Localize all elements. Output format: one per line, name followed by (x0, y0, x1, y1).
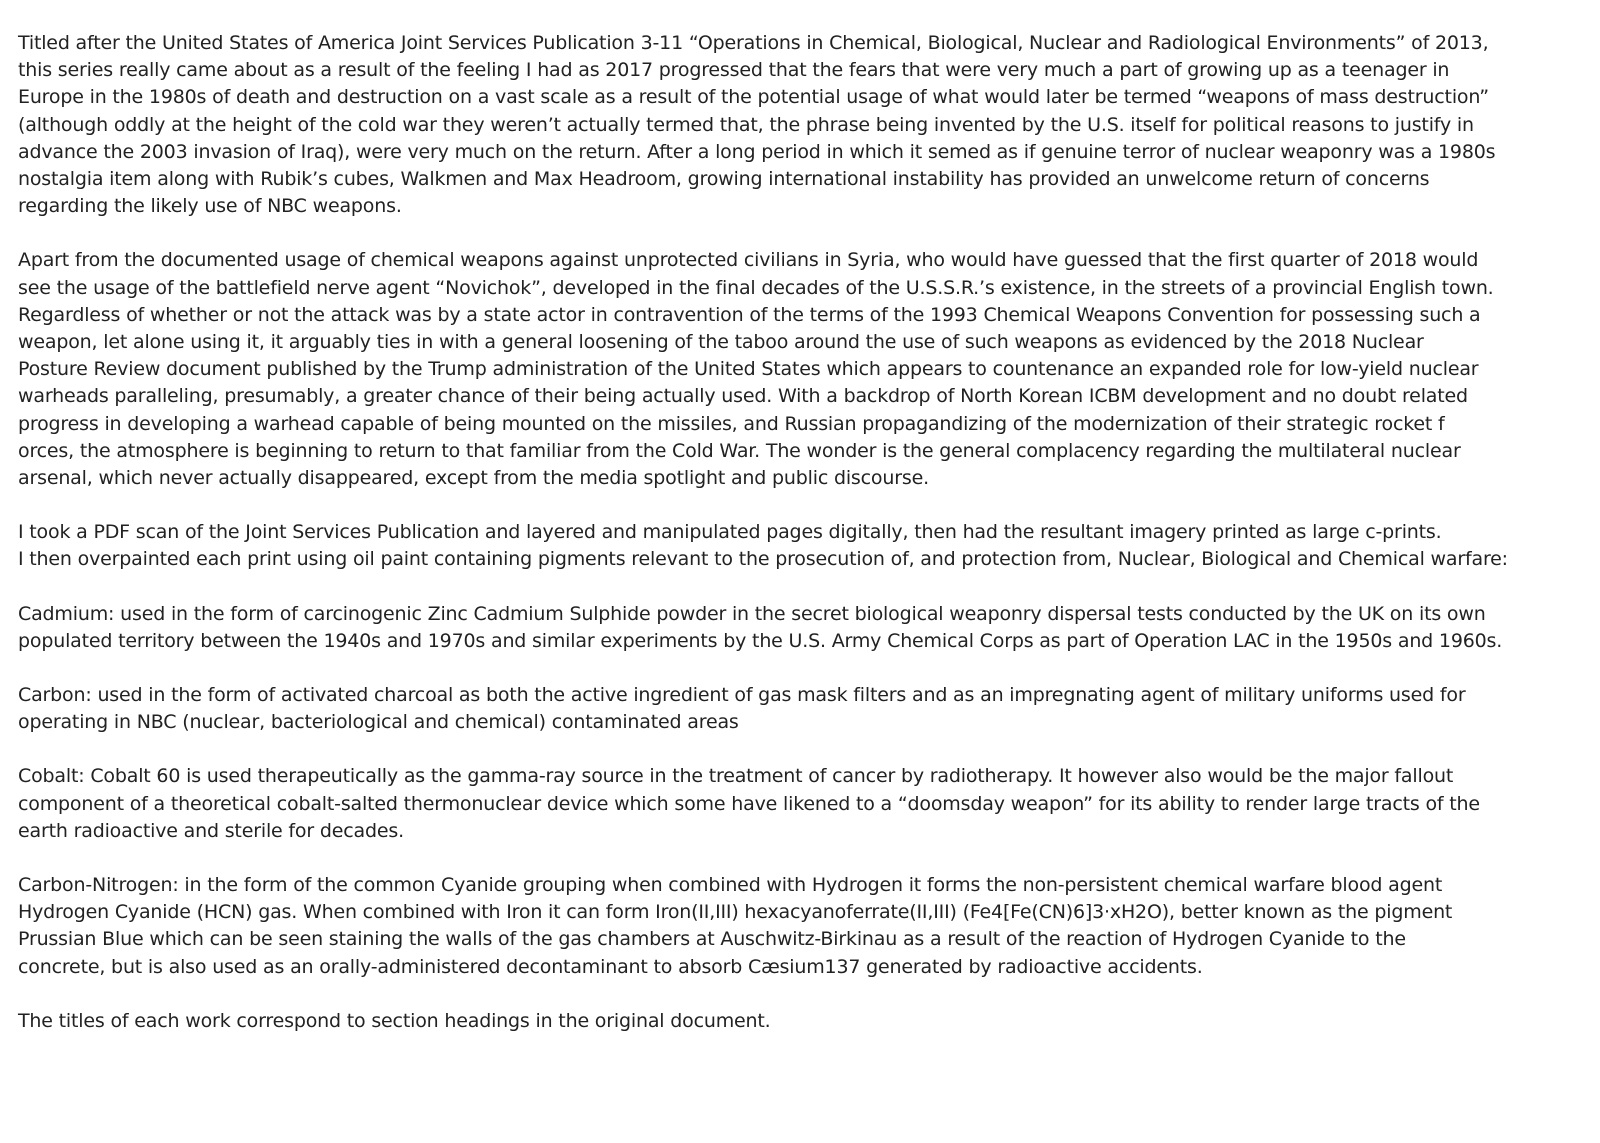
text-line: Cadmium: used in the form of carcinogenic Zinc Cadmium Sulphide powder in the secret biological weaponry dispersal tests conducted by the UK on its own (18, 602, 1486, 625)
text-line: The titles of each work correspond to section headings in the original document. (18, 1009, 771, 1032)
paragraph-cobalt (18, 763, 1590, 845)
text-line: Prussian Blue which can be seen staining the walls of the gas chambers at Auschwitz-Birkinau as a result of the reaction of Hydrogen Cyanide to the (18, 928, 1406, 951)
text-line: populated territory between the 1940s and 1970s and similar experiments by the U.S. Army Chemical Corps as part of Operation LAC in the 1950s and 1960s. (18, 629, 1503, 652)
text-line: (although oddly at the height of the cold war they weren’t actually termed that, the phrase being invented by the U.S. itself for political reasons to justify in (18, 113, 1474, 136)
text-line: regarding the likely use of NBC weapons. (18, 195, 402, 218)
paragraph-carbon-nitrogen (18, 872, 1590, 981)
text-line: arsenal, which never actually disappeared, except from the media spotlight and public discourse. (18, 467, 929, 490)
paragraph-cadmium (18, 601, 1590, 655)
text-line: Cobalt: Cobalt 60 is used therapeutically as the gamma-ray source in the treatment of cancer by radiotherapy. It however also would be the major fallout (18, 765, 1454, 788)
text-line: Apart from the documented usage of chemical weapons against unprotected civilians in Syria, who would have guessed that the first quarter of 2018 would (18, 249, 1479, 272)
text-line: earth radioactive and sterile for decades. (18, 819, 404, 842)
text-line: progress in developing a warhead capable of being mounted on the missiles, and Russian propagandizing of the modernization of their strategic rocket f (18, 412, 1445, 435)
text-line: advance the 2003 invasion of Iraq), were very much on the return. After a long period in which it semed as if genuine terror of nuclear weaponry was a 1980s (18, 140, 1496, 163)
paragraph-carbon (18, 682, 1590, 736)
text-line: this series really came about as a result of the feeling I had as 2017 progressed that the fears that were very much a part of growing up as a teenager in (18, 59, 1450, 82)
text-line: see the usage of the battlefield nerve agent “Novichok”, developed in the final decades of the U.S.S.R.’s existence, in the streets of a provincial English town. (18, 276, 1494, 299)
text-line: I then overpainted each print using oil paint containing pigments relevant to the prosecution of, and protection from, Nuclear, Biological and Chemical warfare: (18, 548, 1508, 571)
text-line: Posture Review document published by the Trump administration of the United States which appears to countenance an expanded role for low-yield nuclear (18, 358, 1479, 381)
paragraph-intro (18, 30, 1590, 220)
text-line: concrete, but is also used as an orally-administered decontaminant to absorb Cæsium137 generated by radioactive accidents. (18, 955, 1203, 978)
text-line: Hydrogen Cyanide (HCN) gas. When combined with Iron it can form Iron(II,III) hexacyanoferrate(II,III) (Fe4[Fe(CN)6]3·xH2O), better known as the pigment (18, 901, 1453, 924)
text-line: component of a theoretical cobalt-salted thermonuclear device which some have likened to a “doomsday weapon” for its ability to render large tracts of the (18, 792, 1480, 815)
text-line: Carbon-Nitrogen: in the form of the common Cyanide grouping when combined with Hydrogen it forms the non-persistent chemical warfare blood agent (18, 874, 1443, 897)
text-line: orces, the atmosphere is beginning to return to that familiar from the Cold War. The wonder is the general complacency regarding the multilateral nuclear (18, 439, 1461, 462)
text-line: warheads paralleling, presumably, a greater chance of their being actually used. With a backdrop of North Korean ICBM development and no doubt related (18, 385, 1468, 408)
paragraph-titles (18, 1008, 1590, 1035)
text-line: I took a PDF scan of the Joint Services Publication and layered and manipulated pages digitally, then had the resultant imagery printed as large c-prints. (18, 521, 1442, 544)
artist-statement (18, 30, 1590, 1062)
text-line: Carbon: used in the form of activated charcoal as both the active ingredient of gas mask filters and as an impregnating agent of military uniforms used for (18, 684, 1466, 707)
text-line: Europe in the 1980s of death and destruction on a vast scale as a result of the potential usage of what would later be termed “weapons of mass destruction” (18, 86, 1489, 109)
paragraph-process (18, 519, 1590, 573)
text-line: operating in NBC (nuclear, bacteriological and chemical) contaminated areas (18, 711, 739, 734)
text-line: weapon, let alone using it, it arguably ties in with a general loosening of the taboo around the use of such weapons as evidenced by the 2018 Nuclear (18, 331, 1424, 354)
text-line: Regardless of whether or not the attack was by a state actor in contravention of the terms of the 1993 Chemical Weapons Convention for possessing such a (18, 303, 1481, 326)
paragraph-context (18, 247, 1590, 492)
text-line: Titled after the United States of America Joint Services Publication 3-11 “Operations in Chemical, Biological, Nuclear and Radiological Environments” of 2013, (18, 32, 1489, 54)
text-line: nostalgia item along with Rubik’s cubes, Walkmen and Max Headroom, growing international instability has provided an unwelcome return of concerns (18, 168, 1430, 191)
